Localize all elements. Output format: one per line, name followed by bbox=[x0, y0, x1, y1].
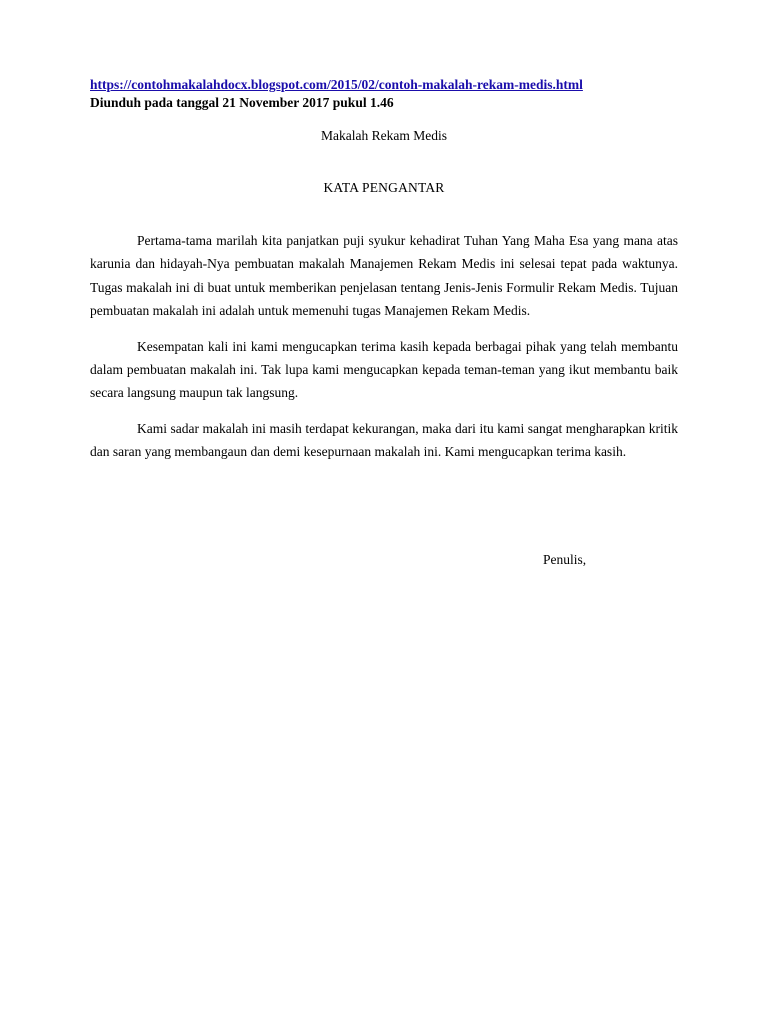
paragraph: Pertama-tama marilah kita panjatkan puji syukur kehadirat Tuhan Yang Maha Esa yang mana atas karunia dan hidayah-Nya pembuatan makalah Manajemen Rekam Medis ini selesai tepat pada waktunya. Tugas makalah ini di buat untuk memberikan penjelasan tentang Jenis-Jenis Formulir Rekam Medis. Tujuan pembuatan makalah ini adalah untuk memenuhi tugas Manajemen Rekam Medis. bbox=[90, 233, 678, 319]
section-title: KATA PENGANTAR bbox=[323, 180, 445, 195]
document-page bbox=[90, 76, 678, 476]
paragraph: Kesempatan kali ini kami mengucapkan terima kasih kepada berbagai pihak yang telah membantu dalam pembuatan makalah ini. Tak lupa kami mengucapkan kepada teman-teman yang ikut membantu baik secara langsung maupun tak langsung. bbox=[90, 338, 678, 401]
body-text bbox=[90, 229, 678, 464]
paragraph: Kami sadar makalah ini masih terdapat kekurangan, maka dari itu kami sangat mengharapkan kritik dan saran yang membangaun dan demi kesepurnaan makalah ini. Kami mengucapkan terima kasih. bbox=[90, 420, 678, 460]
document-title: Makalah Rekam Medis bbox=[321, 128, 447, 143]
source-link[interactable]: https://contohmakalahdocx.blogspot.com/2015/02/contoh-makalah-rekam-medis.html bbox=[90, 77, 583, 92]
signature: Penulis, bbox=[543, 552, 587, 567]
download-note: Diunduh pada tanggal 21 November 2017 pukul 1.46 bbox=[90, 95, 394, 110]
